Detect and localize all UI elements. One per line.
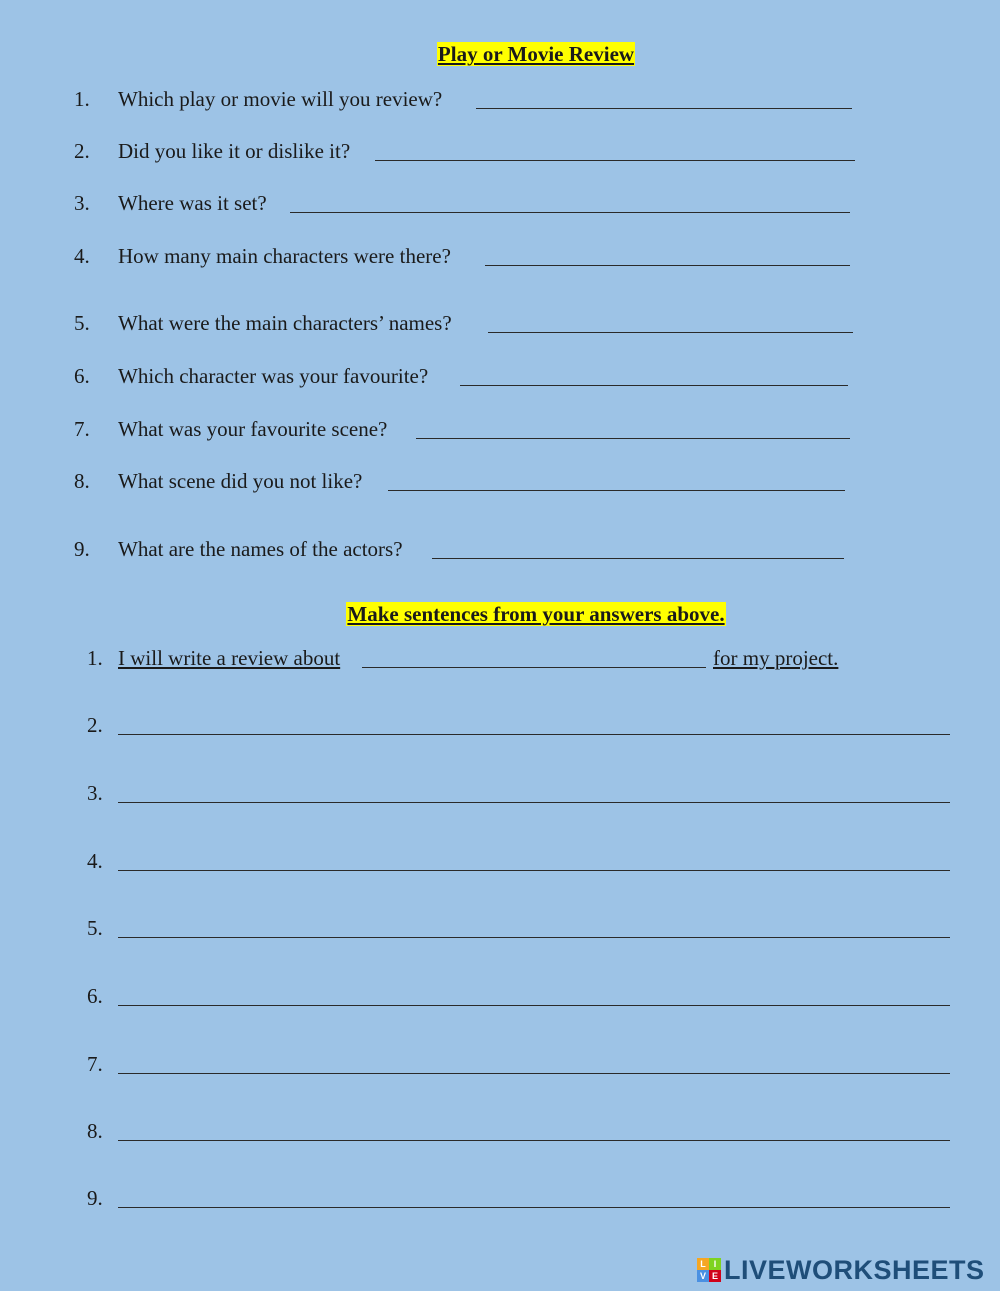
sentence-blank-line[interactable] — [362, 667, 706, 668]
question-number: 7. — [74, 417, 90, 441]
sentence-line[interactable] — [118, 1207, 950, 1208]
answer-line[interactable] — [432, 558, 844, 559]
question-text: How many main characters were there? — [118, 244, 451, 268]
sentence-start-text: I will write a review about — [118, 646, 341, 670]
sentence-line[interactable] — [118, 1140, 950, 1141]
question-number: 3. — [74, 191, 90, 215]
question-text: Which character was your favourite? — [118, 364, 429, 388]
sentence-number: 1. — [87, 646, 103, 670]
question-number: 9. — [74, 537, 90, 561]
answer-line[interactable] — [485, 265, 850, 266]
sentence-number: 9. — [87, 1186, 103, 1210]
sentence-number: 5. — [87, 916, 103, 940]
answer-line[interactable] — [290, 212, 850, 213]
sentence-line[interactable] — [118, 1073, 950, 1074]
live-icon-letter: V — [697, 1270, 709, 1282]
question-number: 4. — [74, 244, 90, 268]
answer-line[interactable] — [488, 332, 853, 333]
answer-line[interactable] — [375, 160, 855, 161]
page-title — [0, 42, 1000, 67]
sentence-line[interactable] — [118, 937, 950, 938]
sentence-number: 8. — [87, 1119, 103, 1143]
section-title — [0, 602, 1000, 627]
page-title-text: Play or Movie Review — [437, 42, 635, 66]
answer-line[interactable] — [416, 438, 850, 439]
live-icon-letter: L — [697, 1258, 709, 1270]
question-number: 2. — [74, 139, 90, 163]
answer-line[interactable] — [476, 108, 852, 109]
sentence-number: 3. — [87, 781, 103, 805]
sentence-line[interactable] — [118, 734, 950, 735]
live-icon-letter: E — [709, 1270, 721, 1282]
question-number: 8. — [74, 469, 90, 493]
question-text: What was your favourite scene? — [118, 417, 388, 441]
question-text: What were the main characters’ names? — [118, 311, 452, 335]
question-text: Did you like it or dislike it? — [118, 139, 351, 163]
answer-line[interactable] — [460, 385, 848, 386]
question-number: 6. — [74, 364, 90, 388]
logo-text: LIVEWORKSHEETS — [724, 1254, 985, 1285]
question-number: 5. — [74, 311, 90, 335]
live-icon-letter: I — [709, 1258, 721, 1270]
liveworksheets-logo — [697, 1255, 985, 1285]
question-number: 1. — [74, 87, 90, 111]
question-text: Which play or movie will you review? — [118, 87, 443, 111]
sentence-line[interactable] — [118, 802, 950, 803]
sentence-number: 4. — [87, 849, 103, 873]
question-text: Where was it set? — [118, 191, 267, 215]
live-icon — [697, 1258, 721, 1282]
sentence-number: 2. — [87, 713, 103, 737]
sentence-line[interactable] — [118, 870, 950, 871]
question-text: What are the names of the actors? — [118, 537, 403, 561]
sentence-number: 6. — [87, 984, 103, 1008]
sentence-number: 7. — [87, 1052, 103, 1076]
section-title-text: Make sentences from your answers above. — [347, 602, 725, 626]
sentence-line[interactable] — [118, 1005, 950, 1006]
answer-line[interactable] — [388, 490, 845, 491]
sentence-end-text: for my project. — [713, 646, 839, 670]
question-text: What scene did you not like? — [118, 469, 363, 493]
